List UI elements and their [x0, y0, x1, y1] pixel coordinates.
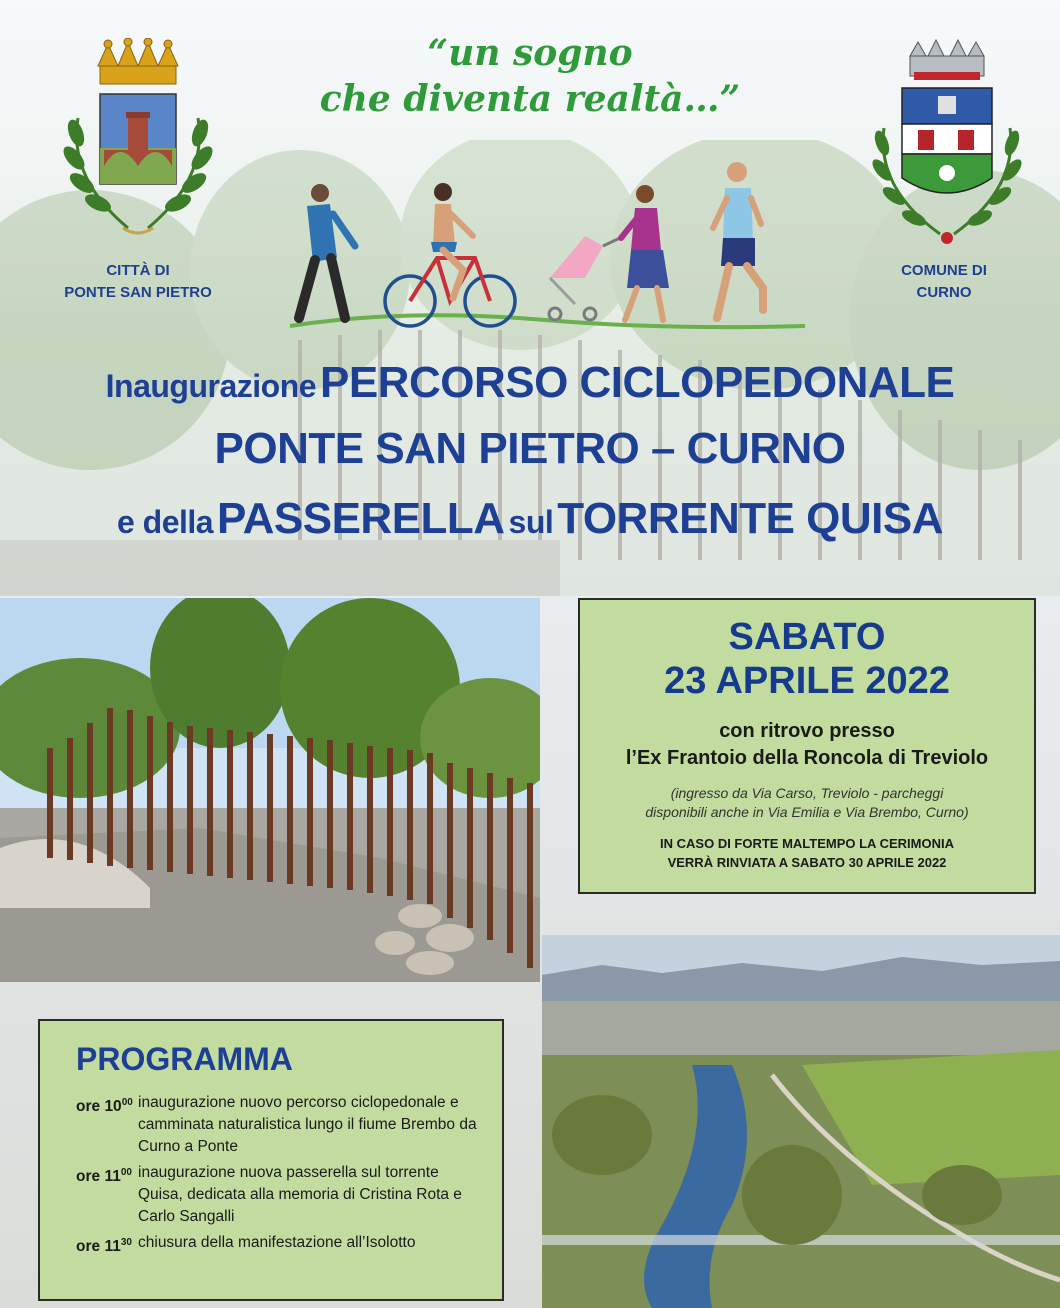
motto-line-1: “un sogno [427, 32, 633, 74]
motto-line-2: che diventa realtà…” [319, 78, 741, 120]
stroller-icon [549, 236, 620, 320]
curno-crest-icon [862, 38, 1032, 253]
active-people-illustration [285, 158, 810, 333]
title-line-3: e della PASSERELLA sul TORRENTE QUISA [116, 494, 944, 543]
left-crest-label: CITTÀ DI PONTE SAN PIETRO [64, 262, 212, 301]
right-crest-label: COMUNE DI CURNO [901, 262, 987, 301]
river-aerial-photo [542, 935, 1060, 1308]
walker-icon [299, 184, 355, 318]
ponte-san-pietro-crest-icon [38, 38, 238, 248]
programme-box [38, 1019, 504, 1301]
programme-item: ore $10^{00}$ inaugurazione nuovo percorso ciclopedonale e camminata naturalistica lungo il fiume Brembo da Curno a Ponte [76, 1094, 477, 1155]
access-note: (ingresso da Via Carso, Treviolo - parcheggi disponibili anche in Via Emilia e Via Brembo, Curno) [645, 785, 969, 820]
title-line-1: Inaugurazione PERCORSO CICLOPEDONALE [105, 358, 955, 407]
meeting-point: con ritrovo presso l’Ex Frantoio della Roncola di Treviolo [625, 720, 989, 769]
cyclist-icon [385, 183, 515, 326]
event-date: 23 APRILE 2022 [664, 660, 950, 702]
title-line-2: PONTE SAN PIETRO – CURNO [214, 424, 846, 473]
runner-icon [713, 162, 763, 318]
motto [260, 30, 800, 122]
footbridge-photo [0, 598, 540, 982]
event-date-box [578, 598, 1036, 894]
programme-item: ore $11^{00}$ inaugurazione nuova passerella sul torrente Quisa, dedicata alla memoria di Cristina Rota e Carlo Sangalli [76, 1164, 462, 1225]
woman-icon [621, 185, 669, 320]
event-day: SABATO [728, 616, 886, 658]
bad-weather-warning: IN CASO DI FORTE MALTEMPO LA CERIMONIA VERRÀ RINVIATA A SABATO 30 APRILE 2022 [660, 836, 954, 870]
programme-title: PROGRAMMA [76, 1041, 293, 1077]
programme-item: ore $11^{30}$ chiusura della manifestazione all’Isolotto [76, 1234, 416, 1256]
